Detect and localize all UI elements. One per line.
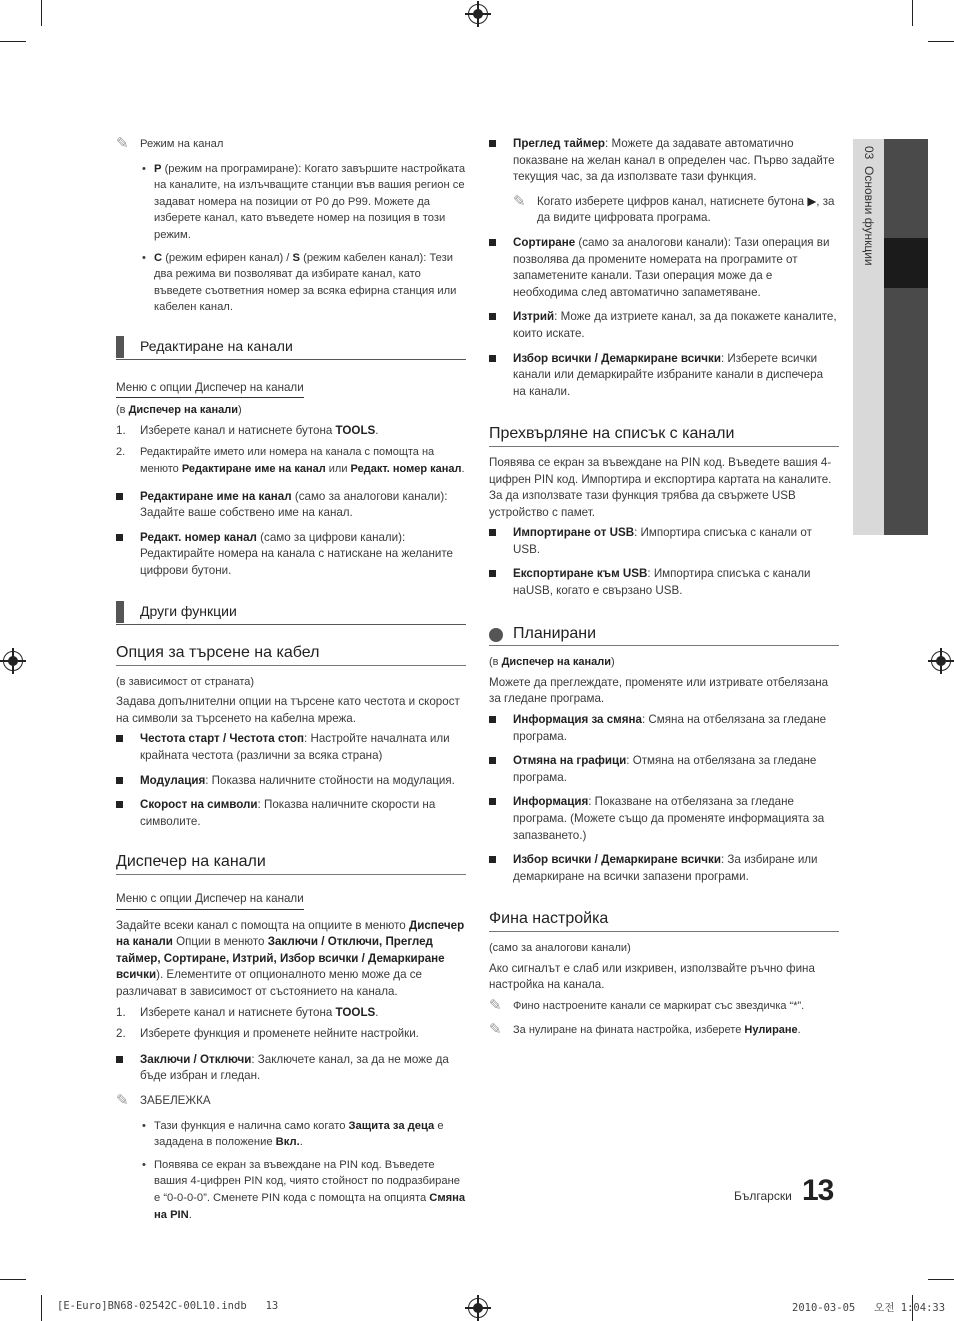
square-bullet-icon <box>489 798 496 805</box>
crop-mark <box>41 1295 42 1321</box>
list-item: Импортиране от USB: Импортира списъка с канали от USB. <box>489 525 839 558</box>
registration-mark-icon <box>931 651 951 671</box>
language-label: Български <box>734 1189 792 1203</box>
crop-mark <box>928 1279 954 1280</box>
list-item: Изтрий: Може да изтриете канал, за да покажете каналите, които искате. <box>489 309 839 342</box>
pencil-icon: ✎ <box>116 1091 129 1109</box>
list-item: Експортиране към USB: Импортира списъка с канали наUSB, когато е свързано USB. <box>489 566 839 599</box>
section-heading: Прехвърляне на списък с канали <box>489 426 839 447</box>
list-item: Модулация: Показва наличните стойности на модулация. <box>116 773 466 790</box>
chapter-label: 03 Основни функции <box>862 146 876 266</box>
clock-icon <box>489 628 503 642</box>
square-bullet-icon <box>116 493 123 500</box>
heading-bar <box>116 336 124 358</box>
dependency-note: (в зависимост от страната) <box>116 675 255 688</box>
list-item: Сортиране (само за аналогови канали): Тази операция ви позволява да промените номерата на програмите от запаметените канали. Тази операция може да е необходима след автоматично запаметяване. <box>489 235 839 301</box>
note-line: ✎ За нулиране на фината настройка, изберете Нулиране. <box>489 1021 801 1039</box>
note-channel-mode: ✎ Режим на канал <box>116 135 224 152</box>
list-item: Заключи / Отключи: Заключете канал, за да не може да бъде избран и гледан. <box>116 1052 466 1085</box>
bullet-icon: • <box>142 251 146 264</box>
list-item: Отмяна на графици: Отмяна на отбелязана за гледане програма. <box>489 753 839 786</box>
menu-path: (в Диспечер на канали) <box>489 656 615 669</box>
pencil-icon: ✎ <box>116 135 129 152</box>
list-item: • Тази функция е налична само когато Защита за деца е зададена в положение Вкл.. <box>142 1119 444 1149</box>
pencil-icon: ✎ <box>489 1021 502 1039</box>
list-item: • C (режим ефирен канал) / S (режим кабелен канал): Тези два режима ви позволяват да избирате канал, като въведете съответния номер за всяка ефирна станция или кабелен канал. <box>142 251 457 314</box>
right-column <box>489 136 839 1047</box>
chapter-tab-dark <box>884 139 928 535</box>
pencil-icon: ✎ <box>489 996 502 1014</box>
print-date-info: 2010-03-05 오전 1:04:33 <box>792 1302 946 1314</box>
square-bullet-icon <box>116 534 123 541</box>
list-item: Скорост на символи: Показва наличните скорости на символите. <box>116 797 466 830</box>
chapter-tab-marker <box>884 238 928 288</box>
list-item: Информация: Показване на отбелязана за гледане програма. (Можете също да променяте информацията за запазването.) <box>489 794 839 844</box>
list-item: Честота старт / Честота стоп: Настройте началната или крайната честота (различни за всяка страна) <box>116 731 466 764</box>
square-bullet-icon <box>116 1056 123 1063</box>
square-bullet-icon <box>489 856 496 863</box>
square-bullet-icon <box>489 570 496 577</box>
list-item: Избор всички / Демаркиране всички: Изберете всички канали или демаркирайте избраните канали в диспечера на канали. <box>489 351 839 401</box>
play-arrow-icon: ▶ <box>807 194 817 208</box>
square-bullet-icon <box>116 777 123 784</box>
dependency-note: (само за аналогови канали) <box>489 941 631 954</box>
list-item: Редакт. номер канал (само за цифрови канали): Редактирайте номера на канала с натискане на желаните цифрови бутони. <box>116 530 466 580</box>
crop-mark <box>0 1279 26 1280</box>
crop-mark <box>0 41 26 42</box>
subheading-edit-channels: Редактиране на канали <box>116 336 466 360</box>
registration-mark-icon <box>468 4 488 24</box>
step-item: 1. Изберете канал и натиснете бутона TOOLS. <box>116 1005 379 1019</box>
pencil-icon: ✎ <box>513 192 526 210</box>
paragraph: Ако сигналът е слаб или изкривен, използвайте ръчно фина настройка на канала. <box>489 961 815 992</box>
square-bullet-icon <box>489 355 496 362</box>
subheading-other-functions: Други функции <box>116 601 466 625</box>
paragraph: Можете да преглеждате, променяте или изтривате отбелязана за гледане програма. <box>489 675 829 706</box>
square-bullet-icon <box>489 757 496 764</box>
bullet-icon: • <box>142 162 146 175</box>
paragraph: Задава допълнителни опции на търсене като честота и скорост на символи за търсенето на кабелна мрежа. <box>116 695 460 725</box>
list-item: • P (режим на програмиране): Когато завършите настройката на каналите, на излъчващите станции във вашия регион се задават номера на позиции от P0 до P99. Можете да изберете канал, като въведете номер на позиция в този режим. <box>142 162 466 241</box>
menu-path: (в Диспечер на канали) <box>116 404 242 417</box>
square-bullet-icon <box>489 529 496 536</box>
heading-bar <box>116 601 124 623</box>
list-item: • Появява се екран за въвеждане на PIN код. Въведете вашия 4-цифрен PIN код, чиято стойност по подразбиране е “0-0-0-0”. Сменете PIN кода с помощта на опцията Смяна на PIN. <box>142 1158 466 1221</box>
menu-title: Меню с опции Диспечер на канали <box>116 891 304 910</box>
square-bullet-icon <box>116 735 123 742</box>
list-item: Информация за смяна: Смяна на отбелязана за гледане програма. <box>489 712 839 745</box>
paragraph: Задайте всеки канал с помощта на опциите в менюто Диспечер на канали Опции в менюто Заключи / Отключи, Преглед таймер, Сортиране, Изтрий, Избор всички / Демаркиране всички). Елементите от опционалното меню може да се различават в зависимост от състоянието на канала. <box>116 918 465 998</box>
square-bullet-icon <box>489 313 496 320</box>
print-file-info: [E-Euro]BN68-02542C-00L10.indb 13 <box>57 1300 279 1312</box>
list-item: Преглед таймер: Можете да задавате автоматично показване на желан канал в определен час. Първо задайте текущия час, за да използвате тази функция. <box>489 136 839 186</box>
square-bullet-icon <box>489 140 496 147</box>
section-heading: Диспечер на канали <box>116 854 466 875</box>
bullet-icon: • <box>142 1119 146 1132</box>
square-bullet-icon <box>489 239 496 246</box>
list-item: Избор всички / Демаркиране всички: За избиране или демаркиране на всички запазени програми. <box>489 852 839 885</box>
crop-mark <box>928 41 954 42</box>
square-bullet-icon <box>116 801 123 808</box>
list-item: Редактиране име на канал (само за аналогови канали): Задайте ваше собствено име на канал. <box>116 489 466 522</box>
section-heading: Планирани <box>489 626 839 647</box>
registration-mark-icon <box>468 1298 488 1318</box>
paragraph: Появява се екран за въвеждане на PIN код. Въведете вашия 4-цифрен PIN код. Импортира и експортира картата на каналите. За да използвате тази функция трябва да свържете USB устройство с памет. <box>489 455 832 519</box>
section-heading: Фина настройка <box>489 911 839 932</box>
step-item: 1. Изберете канал и натиснете бутона TOOLS. <box>116 423 379 437</box>
section-heading: Опция за търсене на кабел <box>116 645 466 666</box>
left-column <box>116 136 466 1229</box>
note-heading: ✎ ЗАБЕЛЕЖКА <box>116 1091 211 1109</box>
square-bullet-icon <box>489 716 496 723</box>
step-item: 2. Изберете функция и променете нейните настройки. <box>116 1027 419 1041</box>
crop-mark <box>41 0 42 26</box>
menu-title: Меню с опции Диспечер на канали <box>116 380 304 399</box>
registration-mark-icon <box>3 651 23 671</box>
step-item: 2. Редактирайте името или номера на канала с помощта на менюто Редактиране име на канал или Редакт. номер канал. <box>116 446 465 475</box>
note-line: ✎ Когато изберете цифров канал, натиснете бутона ▶, за да видите цифровата програма. <box>513 192 835 225</box>
note-line: ✎ Фино настроените канали се маркират със звездичка “*”. <box>489 996 805 1014</box>
page-number: 13 <box>802 1174 834 1207</box>
bullet-icon: • <box>142 1158 146 1171</box>
crop-mark <box>912 0 913 26</box>
